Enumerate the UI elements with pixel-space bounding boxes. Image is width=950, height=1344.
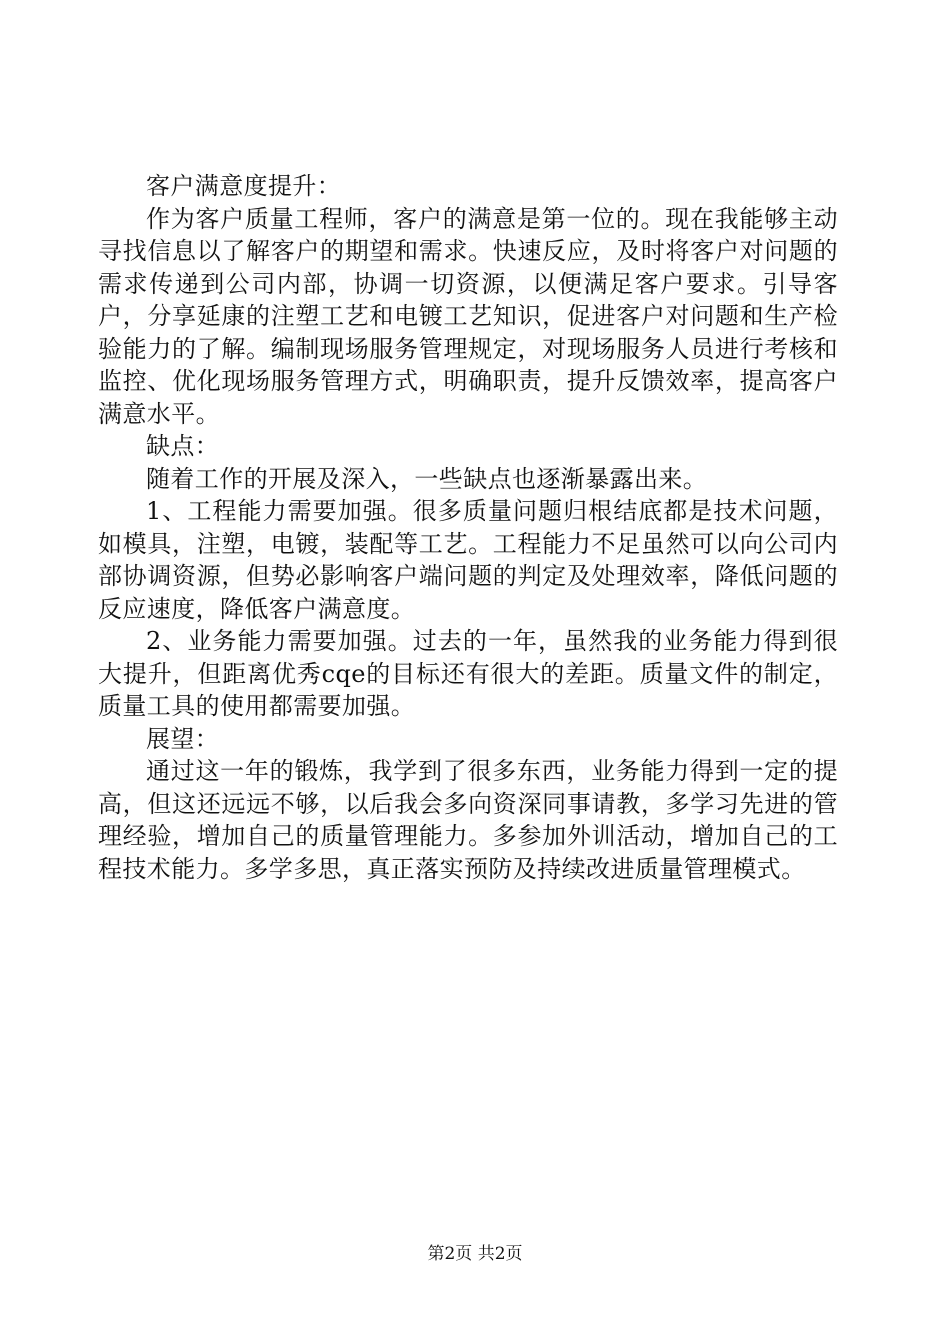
paragraph-shortcoming-2: 2、业务能力需要加强。过去的一年，虽然我的业务能力得到很大提升，但距离优秀cqe的目标还有很大的差距。质量文件的制定，质量工具的使用都需要加强。 bbox=[98, 627, 838, 720]
section-heading-shortcomings: 缺点： bbox=[146, 432, 220, 460]
page-number-footer: 第2页 共2页 bbox=[427, 1244, 523, 1264]
paragraph-shortcoming-1: 1、工程能力需要加强。很多质量问题归根结底都是技术问题，如模具，注塑，电镀，装配等工艺。工程能力不足虽然可以向公司内部协调资源，但势必影响客户端问题的判定及处理效率，降低问题的反应速度，降低客户满意度。 bbox=[98, 497, 838, 623]
paragraph-satisfaction: 作为客户质量工程师，客户的满意是第一位的。现在我能够主动寻找信息以了解客户的期望和需求。快速反应，及时将客户对问题的需求传递到公司内部，协调一切资源，以便满足客户要求。引导客户，分享延康的注塑工艺和电镀工艺知识，促进客户对问题和生产检验能力的了解。编制现场服务管理规定，对现场服务人员进行考核和监控、优化现场服务管理方式，明确职责，提升反馈效率，提高客户满意水平。 bbox=[98, 204, 838, 428]
paragraph-shortcomings-intro: 随着工作的开展及深入，一些缺点也逐渐暴露出来。 bbox=[146, 464, 708, 493]
document-body bbox=[98, 170, 838, 885]
section-heading-outlook: 展望： bbox=[146, 724, 220, 753]
section-heading-satisfaction: 客户满意度提升： bbox=[146, 172, 342, 200]
paragraph-outlook: 通过这一年的锻炼，我学到了很多东西，业务能力得到一定的提高，但这还远远不够，以后我会多向资深同事请教，多学习先进的管理经验，增加自己的质量管理能力。多参加外训活动，增加自己的工程技术能力。多学多思，真正落实预防及持续改进质量管理模式。 bbox=[98, 757, 838, 883]
